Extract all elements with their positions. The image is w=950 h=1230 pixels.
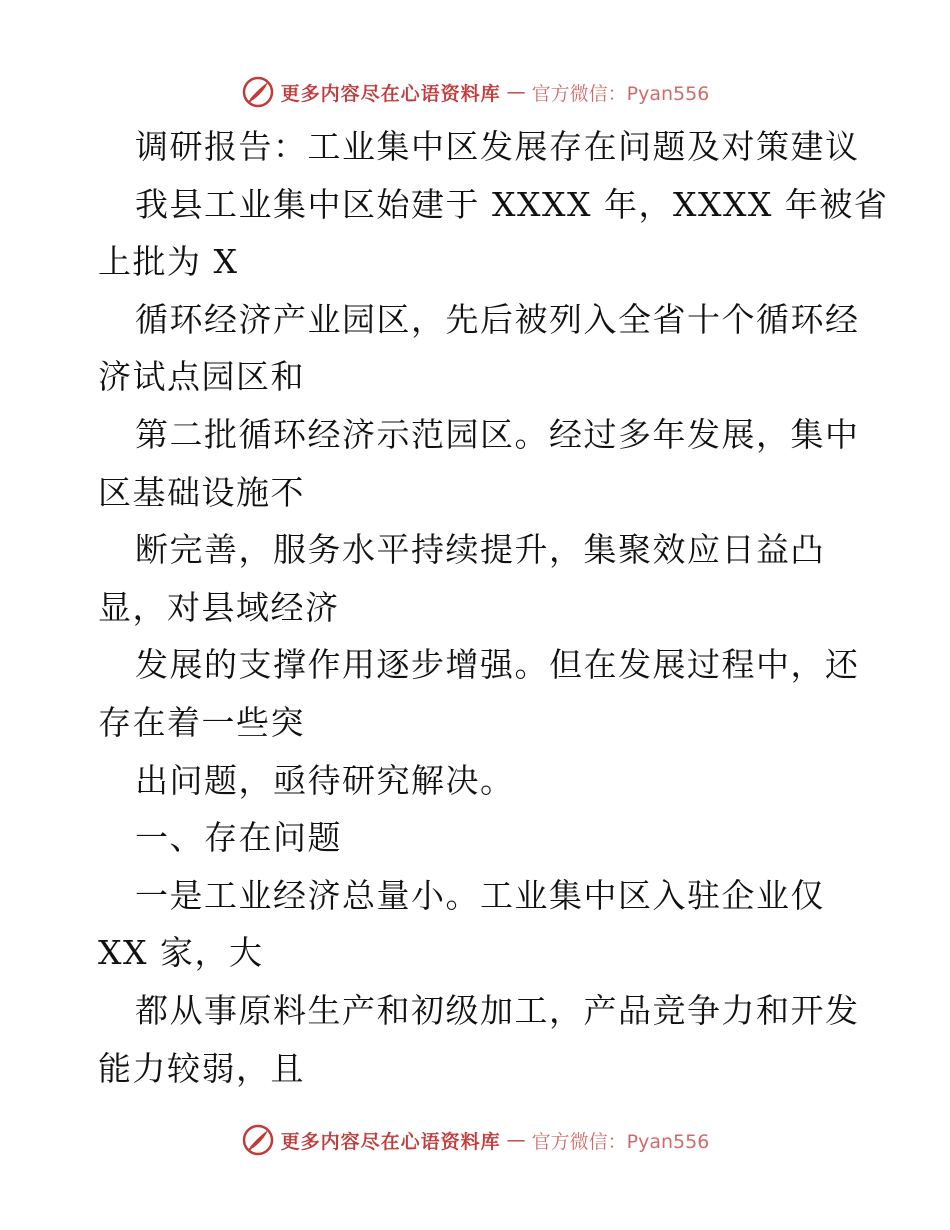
banner-separator: — xyxy=(506,1129,526,1151)
paragraph-line: 区基础设施不 xyxy=(98,472,305,512)
paragraph-line: XX 家，大 xyxy=(98,933,264,973)
quill-logo-icon xyxy=(241,1123,275,1157)
banner-wechat: 官方微信：Pyan556 xyxy=(531,82,710,105)
paragraph-line: 断完善，服务水平持续提升，集聚效应日益凸 xyxy=(135,530,825,570)
footer-watermark-banner xyxy=(0,1120,950,1160)
paragraph-line: 出问题，亟待研究解决。 xyxy=(135,760,515,800)
banner-title: 更多内容尽在心语资料库 xyxy=(280,82,501,105)
banner-title: 更多内容尽在心语资料库 xyxy=(280,1130,501,1153)
paragraph-line: 能力较弱，且 xyxy=(98,1048,305,1088)
paragraph-line: 第二批循环经济示范园区。经过多年发展，集中 xyxy=(135,414,860,454)
banner-separator: — xyxy=(506,81,526,103)
quill-logo-icon xyxy=(241,75,275,109)
document-title: 调研报告：工业集中区发展存在问题及对策建议 xyxy=(135,127,860,166)
document-body xyxy=(98,118,889,1097)
banner-wechat: 官方微信：Pyan556 xyxy=(531,1130,710,1153)
paragraph-line: 都从事原料生产和初级加工，产品竞争力和开发 xyxy=(135,990,860,1030)
paragraph-line: 存在着一些突 xyxy=(98,702,305,742)
section-heading: 一、存在问题 xyxy=(135,818,342,858)
paragraph-line: 显，对县域经济 xyxy=(98,587,340,627)
paragraph-line: 发展的支撑作用逐步增强。但在发展过程中，还 xyxy=(135,645,860,685)
paragraph-line: 上批为 X xyxy=(98,242,239,282)
paragraph-line: 我县工业集中区始建于 XXXX 年，XXXX 年被省 xyxy=(135,184,889,224)
paragraph-line: 济试点园区和 xyxy=(98,357,305,397)
paragraph-line: 循环经济产业园区，先后被列入全省十个循环经 xyxy=(135,299,860,339)
header-watermark-banner xyxy=(0,72,950,112)
paragraph-line: 一是工业经济总量小。工业集中区入驻企业仅 xyxy=(135,875,825,915)
